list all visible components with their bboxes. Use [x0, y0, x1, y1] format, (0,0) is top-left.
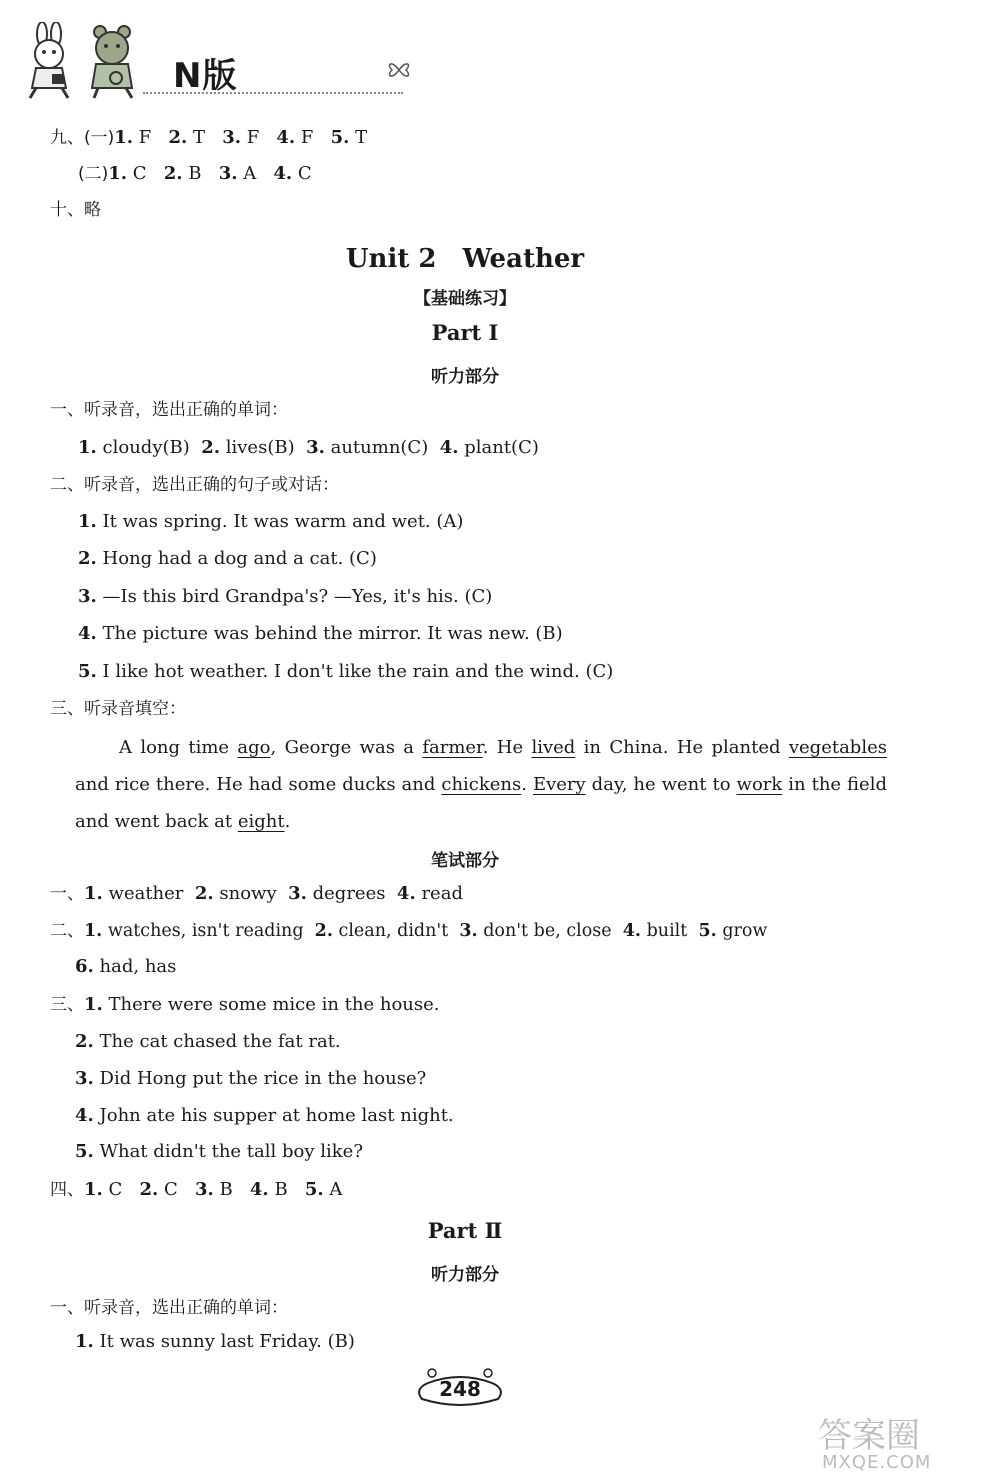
list-item: 3. Did Hong put the rice in the house? [75, 1068, 427, 1089]
page-header [18, 18, 418, 102]
blank-answer: chickens [441, 774, 522, 795]
answer-row-9-1: 九、(一)1. F 2. T 3. F 4. F 5. T [50, 127, 368, 148]
blank-answer: eight [237, 811, 285, 832]
blank-answer: farmer [422, 737, 483, 758]
part-2-title: Part Ⅱ [427, 1218, 503, 1243]
answer-row-9-2: (二)1. C 2. B 3. A 4. C [78, 163, 312, 184]
list-item: 4. The picture was behind the mirror. It was new. (B) [78, 623, 563, 644]
watermark-url: MXQE.COM [822, 1452, 932, 1473]
listening-heading-2: 听力部分 [431, 1265, 499, 1285]
list-item: 5. I like hot weather. I don't like the rain and the wind. (C) [78, 661, 614, 682]
written-q4-answers: 四、1. C 2. C 3. B 4. B 5. A [50, 1179, 343, 1200]
written-q2-answers-cont: 6. had, has [75, 956, 177, 977]
list-item: 1. It was spring. It was warm and wet. (A) [78, 511, 464, 532]
answer-row-10: 十、略 [50, 200, 101, 220]
bunny-mascot-icon [18, 22, 88, 102]
part2-listening-q1-heading: 一、听录音，选出正确的单词： [50, 1298, 288, 1318]
listening-q1-answers: 1. cloudy(B) 2. lives(B) 3. autumn(C) 4. plant(C) [78, 437, 539, 458]
written-q1-answers: 一、1. weather 2. snowy 3. degrees 4. read [50, 883, 463, 904]
watermark [818, 1408, 993, 1474]
blank-answer: lived [531, 737, 576, 758]
page-number: 248 [439, 1377, 481, 1401]
watermark-logo-text: 答案圈 [818, 1416, 920, 1456]
blank-answer: Every [532, 774, 586, 795]
listening-q1-heading: 一、听录音，选出正确的单词： [50, 400, 288, 420]
list-item: 2. Hong had a dog and a cat. (C) [78, 548, 377, 569]
page-number-badge [410, 1363, 510, 1415]
list-item: 5. What didn't the tall boy like? [75, 1141, 363, 1162]
blank-answer: work [736, 774, 783, 795]
list-item: 4. John ate his supper at home last night. [75, 1105, 454, 1126]
listening-q3-heading: 三、听录音填空： [50, 699, 186, 719]
listening-q2-heading: 二、听录音，选出正确的句子或对话： [50, 475, 339, 495]
written-heading: 笔试部分 [431, 851, 499, 871]
list-item: 2. The cat chased the fat rat. [75, 1031, 341, 1052]
written-q3-item: 三、1. There were some mice in the house. [50, 994, 440, 1015]
butterfly-icon [386, 60, 412, 80]
fill-in-paragraph: A long time ago, George was a farmer. He lived in China. He planted vegetables and rice there. He had some ducks and chickens. Every day, he went to work in the field and went back at eight. [75, 737, 887, 832]
part-1-title: Part Ⅰ [431, 320, 499, 345]
written-q2-answers: 二、1. watches, isn't reading 2. clean, didn't 3. don't be, close 4. built 5. grow [50, 921, 768, 941]
bear-mascot-icon [80, 22, 150, 102]
header-divider [143, 92, 403, 94]
listening-heading: 听力部分 [431, 367, 499, 387]
edition-label: N版 [173, 56, 238, 96]
blank-answer: ago [237, 737, 271, 758]
unit-title: Unit 2 Weather [345, 244, 585, 274]
basic-practice-label: 【基础练习】 [414, 289, 516, 309]
blank-answer: vegetables [788, 737, 887, 758]
list-item: 3. —Is this bird Grandpa's? —Yes, it's his. (C) [78, 586, 493, 607]
list-item: 1. It was sunny last Friday. (B) [75, 1331, 355, 1352]
